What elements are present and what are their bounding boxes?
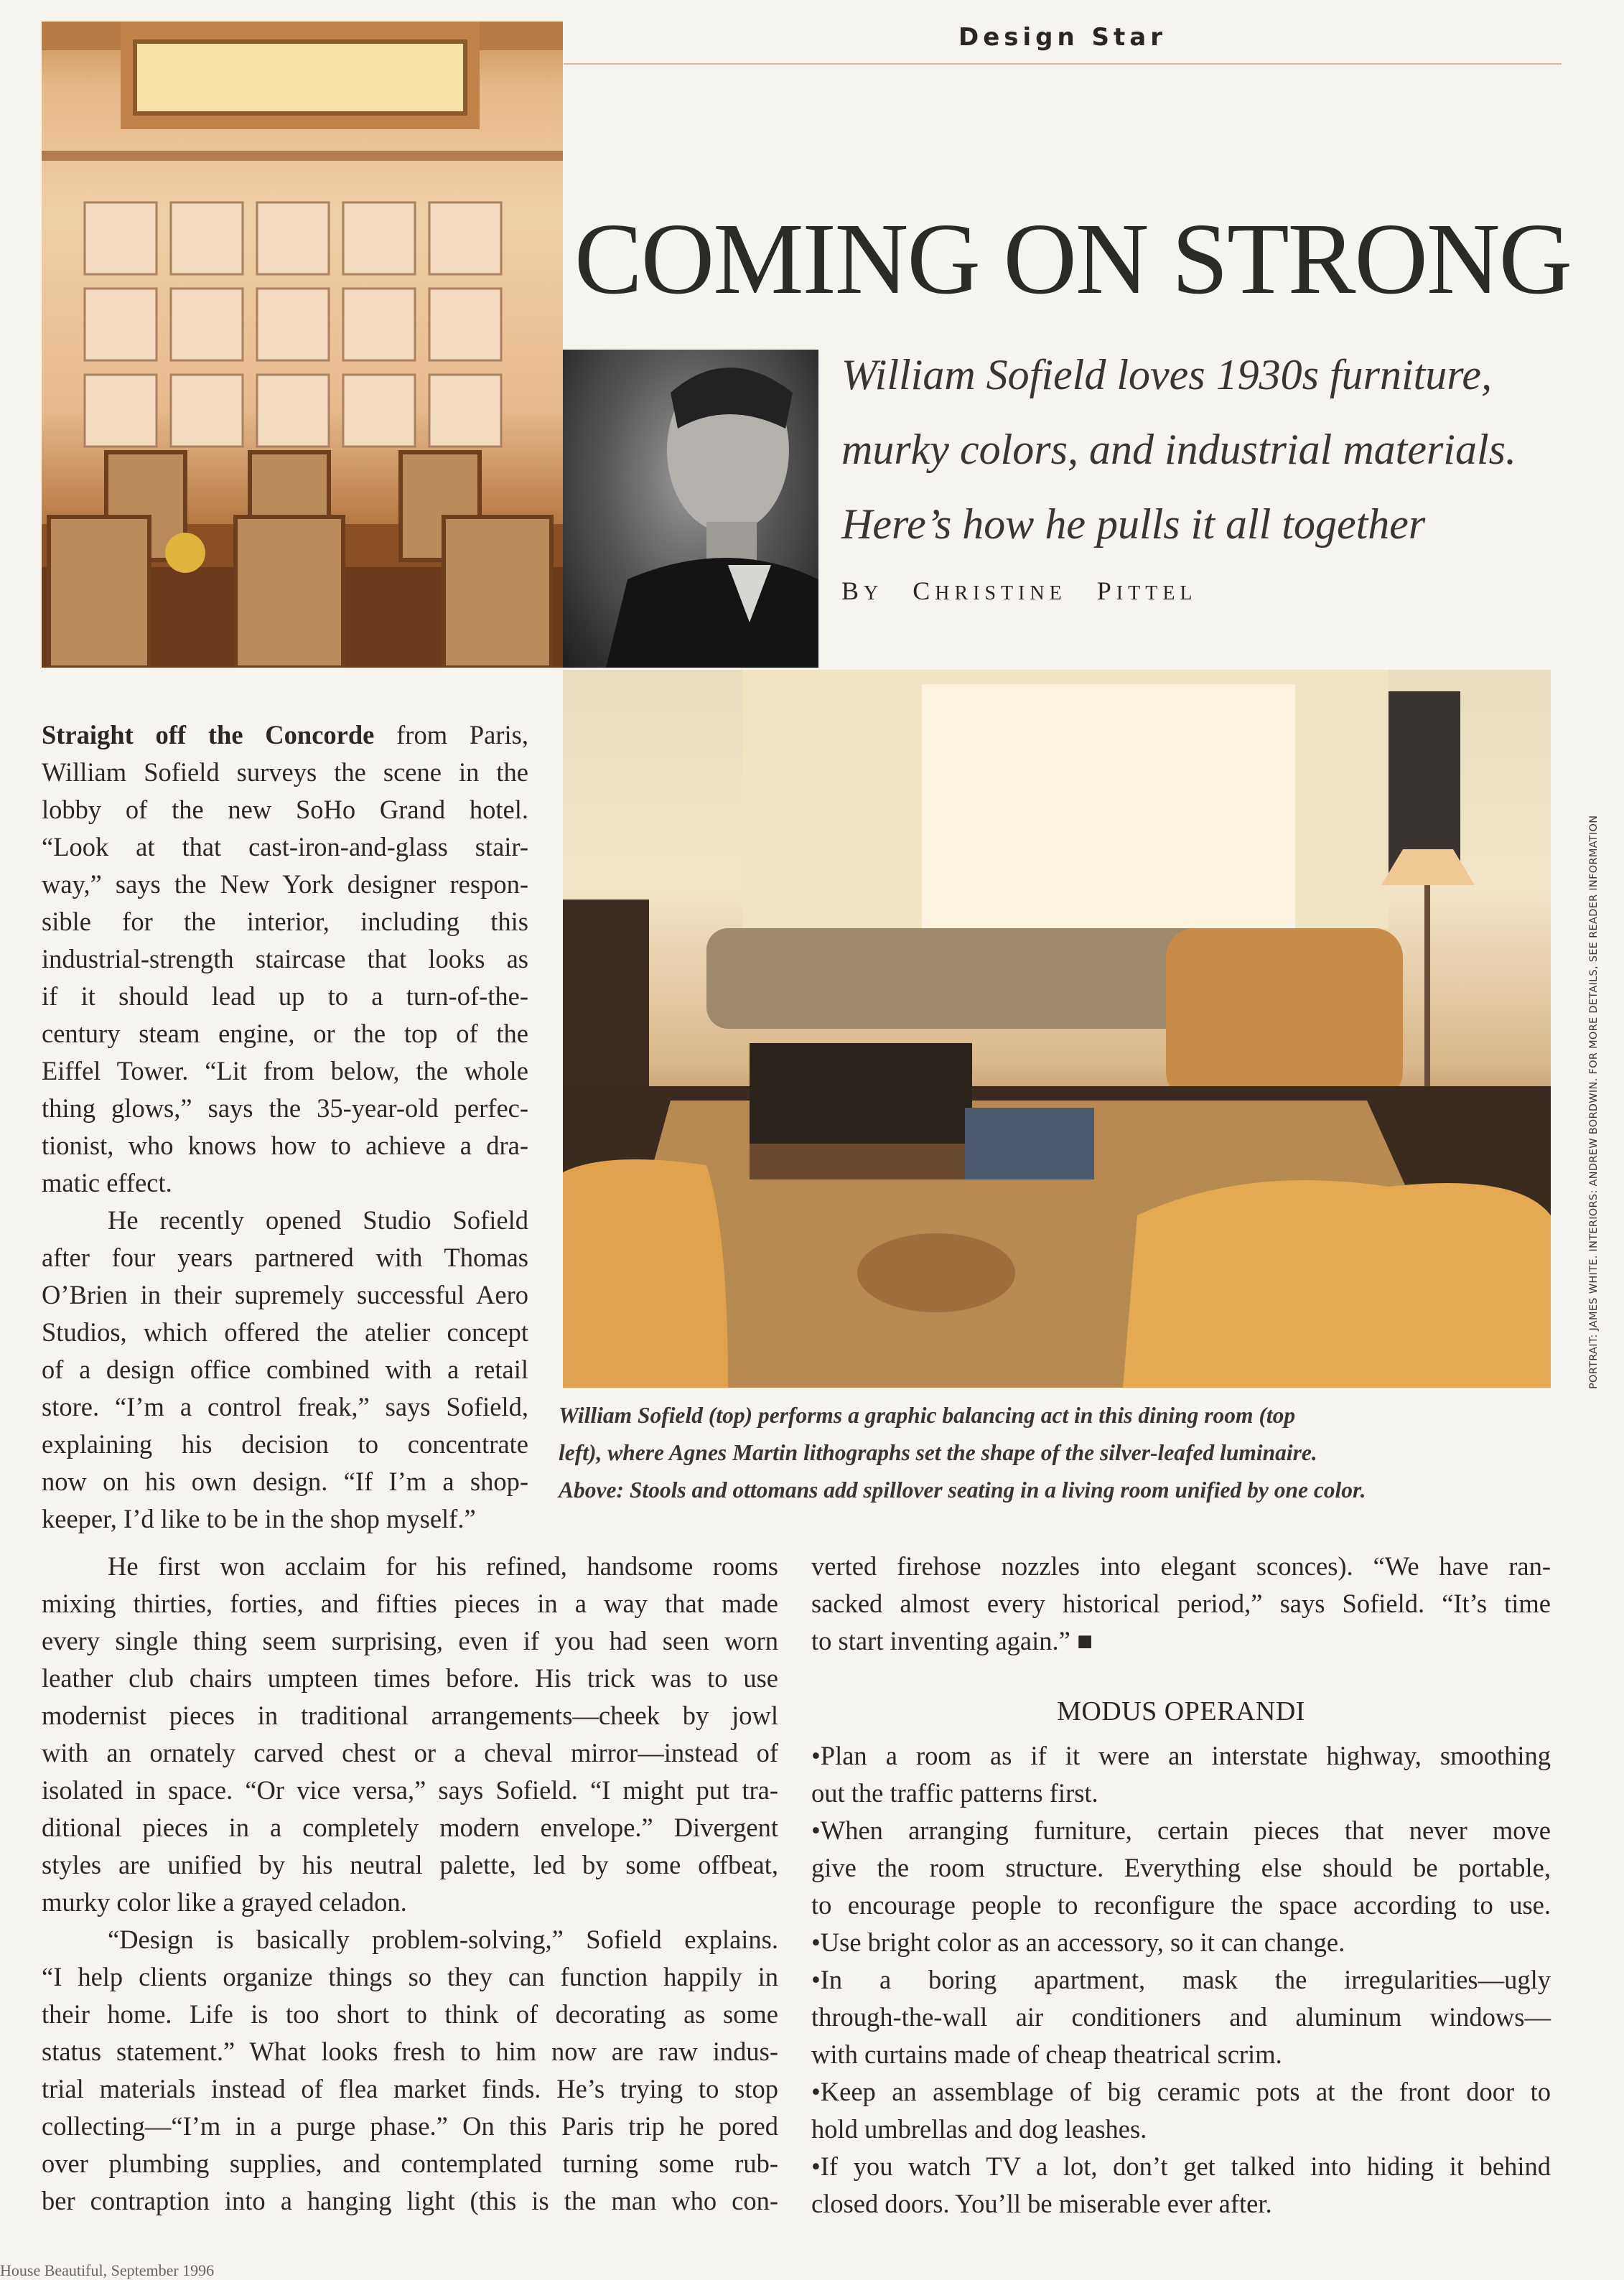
body-line: sible for the interior, including this xyxy=(42,907,528,936)
body-column-3 xyxy=(811,1548,1551,1660)
body-line: murky color like a grayed celadon. xyxy=(42,1887,407,1917)
deck-line: William Sofield loves 1930s furniture, xyxy=(841,351,1493,398)
portrait-photo xyxy=(563,350,818,668)
body-line: Eiffel Tower. “Lit from below, the whole xyxy=(42,1056,528,1085)
body-line: with an ornately carved chest or a cheval mirror—instead of xyxy=(42,1738,778,1767)
lead-in: Straight off the Concorde xyxy=(42,720,375,749)
living-room-illustration xyxy=(563,670,1551,1388)
body-line: if it should lead up to a turn-of-the- xyxy=(42,981,528,1011)
body-line: tionist, who knows how to achieve a dra- xyxy=(42,1131,528,1160)
caption-line: left), where Agnes Martin lithographs set the shape of the silver-leafed luminaire. xyxy=(559,1440,1317,1465)
photo-credit: PORTRAIT: JAMES WHITE. INTERIORS: ANDREW BORDWIN. FOR MORE DETAILS, SEE READER INFORMATION xyxy=(1588,815,1600,1389)
body-line: trial materials instead of flea market finds. He’s trying to stop xyxy=(42,2074,778,2103)
dining-room-photo xyxy=(42,22,563,668)
body-line: O’Brien in their supremely successful Aero xyxy=(42,1280,528,1309)
body-column-1 xyxy=(42,716,528,1538)
body-line: “Design is basically problem-solving,” Sofield explains. xyxy=(108,1925,778,1954)
body-line: way,” says the New York designer respon- xyxy=(42,869,528,899)
living-room-photo xyxy=(563,670,1551,1388)
body-line: William Sofield surveys the scene in the xyxy=(42,757,528,787)
body-line: He recently opened Studio Sofield xyxy=(108,1205,528,1235)
body-line: after four years partnered with Thomas xyxy=(42,1243,528,1272)
page-footer: House Beautiful, September 1996 xyxy=(0,2261,215,2279)
body-line: leather club chairs umpteen times before. His trick was to use xyxy=(42,1663,778,1693)
byline-by: BY xyxy=(841,576,883,605)
body-line: century steam engine, or the top of the xyxy=(42,1019,528,1048)
body-line: “I help clients organize things so they can function happily in xyxy=(42,1962,778,1991)
body-line: keeper, I’d like to be in the shop myself.” xyxy=(42,1504,476,1533)
body-line: sacked almost every historical period,” says Sofield. “It’s time xyxy=(811,1589,1551,1618)
body-line: “Look at that cast-iron-and-glass stair- xyxy=(42,832,528,861)
dining-room-illustration xyxy=(42,22,563,668)
byline-first-rest: HRISTINE xyxy=(935,582,1067,604)
body-line: verted firehose nozzles into elegant sconces). “We have ran- xyxy=(811,1551,1551,1581)
body-line: Straight off the Concorde from Paris, xyxy=(42,720,528,749)
body-line: Studios, which offered the atelier concept xyxy=(42,1317,528,1347)
tip-line: out the traffic patterns first. xyxy=(811,1778,1098,1808)
tip-line: through-the-wall air conditioners and aluminum windows— xyxy=(811,2002,1551,2032)
body-line: styles are unified by his neutral palette, led by some offbeat, xyxy=(42,1850,778,1879)
deck xyxy=(841,337,1567,561)
body-line: ditional pieces in a completely modern envelope.” Divergent xyxy=(42,1813,778,1842)
body-line: mixing thirties, forties, and fifties pieces in a way that made xyxy=(42,1589,778,1618)
body-line: explaining his decision to concentrate xyxy=(42,1429,528,1459)
portrait-illustration xyxy=(563,350,818,668)
tip-line: give the room structure. Everything else should be portable, xyxy=(811,1853,1551,1882)
tip-line: •If you watch TV a lot, don’t get talked into hiding it behind xyxy=(811,2151,1551,2181)
tip-line: closed doors. You’ll be miserable ever after. xyxy=(811,2189,1272,2218)
byline-last-initial: P xyxy=(1096,576,1116,605)
tip-line: •Use bright color as an accessory, so it can change. xyxy=(811,1928,1345,1957)
body-line: isolated in space. “Or vice versa,” says Sofield. “I might put tra- xyxy=(42,1775,778,1805)
tip-line: •Plan a room as if it were an interstate highway, smoothing xyxy=(811,1741,1551,1770)
body-column-2 xyxy=(42,1548,778,2220)
body-line: status statement.” What looks fresh to him now are raw indus- xyxy=(42,2037,778,2066)
headline: COMING ON STRONG xyxy=(574,202,1572,315)
body-line: modernist pieces in traditional arrangements—cheek by jowl xyxy=(42,1701,778,1730)
tip-line: •Keep an assemblage of big ceramic pots at the front door to xyxy=(811,2077,1551,2106)
header-rule xyxy=(564,63,1562,65)
modus-operandi-heading: MODUS OPERANDI xyxy=(1057,1696,1305,1727)
tip-line: with curtains made of cheap theatrical scrim. xyxy=(811,2040,1282,2069)
tip-line: •When arranging furniture, certain pieces that never move xyxy=(811,1816,1551,1845)
body-line: over plumbing supplies, and contemplated turning some rub- xyxy=(42,2149,778,2178)
caption-line: Above: Stools and ottomans add spillover seating in a living room unified by one color. xyxy=(559,1477,1366,1503)
body-line: ber contraption into a hanging light (this is the man who con- xyxy=(42,2186,778,2215)
deck-line: murky colors, and industrial materials. xyxy=(841,426,1516,473)
tip-line: to encourage people to reconfigure the space according to use. xyxy=(811,1890,1551,1920)
body-line: of a design office combined with a retail xyxy=(42,1355,528,1384)
body-line: their home. Life is too short to think of decorating as some xyxy=(42,1999,778,2029)
caption-line: William Sofield (top) performs a graphic balancing act in this dining room (top xyxy=(559,1403,1296,1428)
body-line: industrial-strength staircase that looks as xyxy=(42,944,528,973)
byline-first-initial: C xyxy=(913,576,935,605)
body-line: thing glows,” says the 35-year-old perfec- xyxy=(42,1093,528,1123)
modus-operandi-list xyxy=(811,1737,1551,2223)
body-line: now on his own design. “If I’m a shop- xyxy=(42,1467,528,1496)
body-line: to start inventing again.” ■ xyxy=(811,1626,1093,1655)
byline-last-rest: ITTEL xyxy=(1116,582,1198,604)
body-line: store. “I’m a control freak,” says Sofield, xyxy=(42,1392,528,1421)
byline xyxy=(841,576,1344,606)
tip-line: hold umbrellas and dog leashes. xyxy=(811,2114,1147,2144)
section-label: Design Star xyxy=(958,23,1167,52)
deck-line: Here’s how he pulls it all together xyxy=(841,500,1426,548)
body-line: every single thing seem surprising, even if you had seen worn xyxy=(42,1626,778,1655)
photo-caption xyxy=(559,1397,1564,1509)
body-line: He first won acclaim for his refined, handsome rooms xyxy=(108,1551,778,1581)
body-line: matic effect. xyxy=(42,1168,172,1197)
body-line: lobby of the new SoHo Grand hotel. xyxy=(42,795,528,824)
tip-line: •In a boring apartment, mask the irregularities—ugly xyxy=(811,1965,1551,1994)
body-line: collecting—“I’m in a purge phase.” On this Paris trip he pored xyxy=(42,2111,778,2141)
